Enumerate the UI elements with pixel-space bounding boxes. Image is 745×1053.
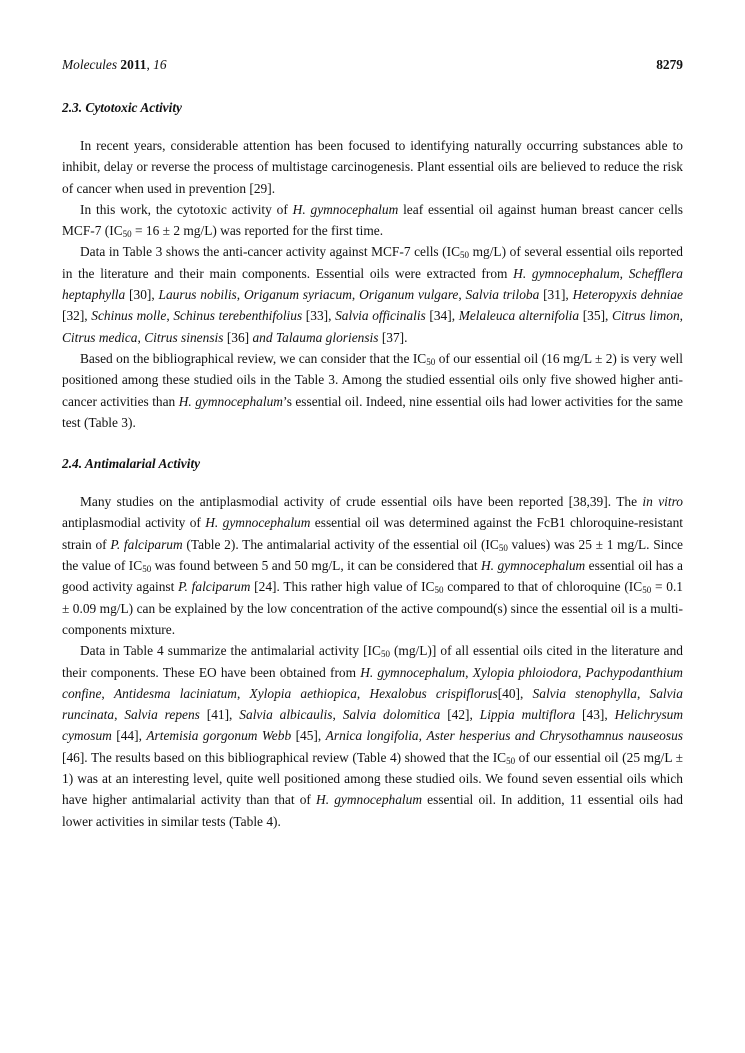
italic-term: Origanum vulgare	[359, 287, 459, 303]
italic-term: Arnica longifolia	[325, 728, 419, 744]
italic-term: Heteropyxis dehniae	[572, 287, 683, 303]
subscript: 50	[122, 229, 132, 240]
italic-term: Artemisia gorgonum Webb	[146, 728, 292, 744]
italic-term: Schinus molle	[91, 308, 167, 324]
italic-term: Citrus medica	[62, 329, 138, 345]
italic-term: Salvia repens	[124, 707, 200, 723]
journal-year: 2011	[120, 57, 147, 72]
italic-term: Antidesma laciniatum	[113, 685, 237, 701]
journal-volume: 16	[153, 57, 167, 72]
subscript: 50	[434, 585, 444, 596]
paragraph: Many studies on the antiplasmodial activity of crude essential oils have been reported [38,39]. The in vitro antiplasmodial activity of H. gymnocephalum essential oil was determined against the FcB1 chloroquine-resistant strain of P. falciparum (Table 2). The antimalarial activity of the essential oil ($IC_{50}$ values) was 25 ± 1 mg/L. Since the value of $IC_{50}$ was found between 5 and 50 mg/L, it can be considered that H. gymnocephalum essential oil has a good activity against P. falciparum [24]. This rather high value of $IC_{50}$ compared to that of chloroquine ($IC_{50} = 0.1 \pm 0.09$ mg/L) can be explained by the low concentration of the active compound(s) since the essential oil is a multi-components mixture.	[62, 494, 684, 637]
subscript: 50	[498, 542, 508, 553]
italic-term: Citrus limon	[612, 308, 680, 324]
italic-term: Origanum syriacum	[243, 287, 352, 303]
section-cytotoxic-activity	[62, 98, 683, 433]
italic-term: Hexalobus crispiflorus	[369, 685, 498, 701]
subscript: 50	[380, 649, 390, 660]
subscript: 50	[460, 250, 470, 261]
paragraph: Data in Table 4 summarize the antimalarial activity [$IC_{50}$ (mg/L)] of all essential oils cited in the literature and their components. These EO have been obtained from H. gymnocephalum, Xylopia phloiodora, Pachypodanthium confine, Antidesma laciniatum, Xylopia aethiopica, Hexalobus crispiflorus[40], Salvia stenophylla, Salvia runcinata, Salvia repens [41], Salvia albicaulis, Salvia dolomitica [42], Lippia multiflora [43], Helichrysum cymosum [44], Artemisia gorgonum Webb [45], Arnica longifolia, Aster hesperius and Chrysothamnus nauseosus [46]. The results based on this bibliographical review (Table 4) showed that the $IC_{50}$ of our essential oil (25 mg/L ± 1) was at an interesting level, quite well positioned among these studied oils. We found seven essential oils which have higher antimalarial activity than that of H. gymnocephalum essential oil. In addition, 11 essential oils had lower activities in similar tests (Table 4).	[62, 643, 684, 829]
italic-term: in vitro	[642, 494, 683, 510]
section-heading: 2.3. Cytotoxic Activity	[62, 100, 182, 115]
journal-name: Molecules	[62, 57, 118, 72]
running-header	[62, 55, 683, 75]
italic-term: and Talauma gloriensis	[252, 329, 379, 345]
italic-term: H. gymnocephalum	[360, 664, 466, 680]
italic-term: Xylopia aethiopica	[249, 685, 357, 701]
italic-term: Xylopia phloiodora	[472, 664, 579, 680]
italic-term: Helichrysum cymosum	[62, 707, 684, 744]
italic-term: Melaleuca alternifolia	[458, 308, 580, 324]
page-number: 8279	[656, 57, 683, 72]
italic-term: Salvia stenophylla	[532, 685, 637, 701]
italic-term: P. falciparum	[110, 536, 183, 552]
italic-term: Salvia runcinata	[62, 685, 683, 723]
journal-citation: Molecules 2011, 16	[62, 57, 167, 72]
italic-term: H. gymnocephalum	[178, 393, 283, 409]
italic-term: P. falciparum	[178, 579, 251, 595]
page	[62, 55, 683, 832]
paragraph: Based on the bibliographical review, we can consider that the $IC_{50}$ of our essential oil (16 mg/L ± 2) is very well positioned among these studied oils in the Table 3. Among the studied essential oils only five showed higher anti-cancer activities than H. gymnocephalum’s essential oil. Indeed, nine essential oils had lower activities for the same test (Table 3).	[62, 350, 683, 430]
subscript: 50	[142, 564, 152, 575]
paragraph: In recent years, considerable attention has been focused to identifying naturally occurring substances able to inhibit, delay or reverse the process of multistage carcinogenesis. Plant essential oils are believed to reduce the risk of cancer when used in prevention [29].	[62, 138, 683, 196]
section-antimalarial-activity	[62, 454, 683, 832]
italic-term: Salvia triloba	[465, 287, 540, 303]
subscript: 50	[506, 755, 516, 766]
italic-term: Lippia multiflora	[479, 707, 576, 723]
italic-term: Salvia albicaulis	[239, 707, 333, 723]
italic-term: Schinus terebenthifolius	[173, 308, 303, 324]
italic-term: H. gymnocephalum	[292, 201, 399, 217]
subscript: 50	[642, 585, 652, 596]
italic-term: Schefflera heptaphylla	[62, 265, 684, 303]
paragraph: In this work, the cytotoxic activity of H. gymnocephalum leaf essential oil against human breast cancer cells MCF-7 ($IC_{50} = 16 \pm 2$ mg/L) was reported for the first time.	[62, 201, 683, 240]
italic-term: Aster hesperius and Chrysothamnus nauseosus	[426, 728, 683, 744]
italic-term: Pachypodanthium confine	[62, 664, 683, 701]
italic-term: H. gymnocephalum	[513, 265, 620, 281]
paragraph: Data in Table 3 shows the anti-cancer activity against MCF-7 cells ($IC_{50}$ mg/L) of several essential oils reported in the literature and their main components. Essential oils were extracted from H. gymnocephalum, Schefflera heptaphylla [30], Laurus nobilis, Origanum syriacum, Origanum vulgare, Salvia triloba [31], Heteropyxis dehniae [32], Schinus molle, Schinus terebenthifolius [33], Salvia officinalis [34], Melaleuca alternifolia [35], Citrus limon, Citrus medica, Citrus sinensis [36] and Talauma gloriensis [37].	[62, 244, 684, 345]
italic-term: Laurus nobilis	[158, 287, 237, 303]
section-heading: 2.4. Antimalarial Activity	[62, 456, 201, 472]
italic-term: H. gymnocephalum	[316, 792, 422, 808]
italic-term: H. gymnocephalum	[481, 558, 586, 574]
subscript: 50	[426, 356, 436, 367]
italic-term: H. gymnocephalum	[205, 515, 311, 531]
italic-term: Salvia dolomitica	[342, 707, 441, 723]
italic-term: Salvia officinalis	[335, 308, 426, 324]
italic-term: Citrus sinensis	[144, 329, 224, 345]
